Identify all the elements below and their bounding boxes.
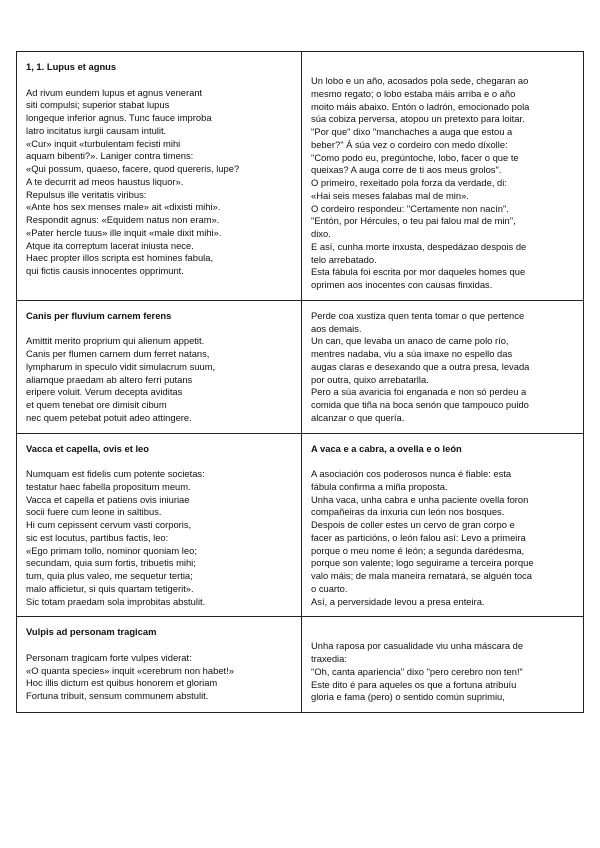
text-line: Respondit agnus: «Equidem natus non eram».	[26, 214, 220, 225]
text-line: mesmo regato; o lobo estaba máis arriba e o año	[311, 87, 516, 99]
text-line: porque o meu nome é león; a segunda darédesma,	[311, 544, 525, 556]
text-line: mentres nadaba, viu a súa imaxe no espello das	[311, 348, 513, 359]
text-line: "Entón, por Hércules, o teu pai falou mal de min",	[311, 215, 516, 227]
text-line: queixas? A auga corre de ti aos meus grolos".	[311, 164, 502, 176]
latin-cell	[17, 300, 302, 433]
text-line: Unha vaca, unha cabra e unha paciente ovella foron	[311, 493, 529, 505]
text-line: tum, quia plus valeo, me sequetur tertia;	[26, 570, 193, 581]
text-line: Vacca et capella et patiens ovis iniuriae	[26, 493, 190, 505]
latin-cell	[17, 52, 302, 301]
text-line: lympharum in speculo vidit simulacrum suum,	[26, 360, 216, 372]
text-line: traxedia:	[311, 653, 347, 664]
text-line: et quem tenebat ore dimisit cibum	[26, 399, 167, 410]
text-line: secundam, quia sum fortis, tribuetis mihi;	[26, 557, 196, 569]
text-line: Ad rivum eundem lupus et agnus venerant	[26, 86, 203, 98]
text-line: A asociación cos poderosos nunca é fiable: esta	[311, 468, 512, 479]
galician-cell	[302, 52, 584, 301]
text-line: «Hai seis meses falabas mal de min».	[311, 189, 469, 201]
text-line: súa cobiza perversa, atopou un pretexto para loitar.	[311, 113, 525, 125]
text-line: o cuarto.	[311, 582, 348, 594]
text-line: facer as particións, o león falou así: Levo a primeira	[311, 531, 526, 543]
text-line: socii fuere cum leone in saltibus.	[26, 506, 162, 518]
text-line: qui fictis causis innocentes opprimunt.	[26, 265, 184, 276]
galician-text	[311, 468, 575, 608]
text-line: Canis per flumen carnem dum ferret natans,	[26, 348, 210, 359]
text-line: «Ego primam tollo, nominor quoniam leo;	[26, 544, 197, 556]
text-line: Numquam est fidelis cum potente societas:	[26, 468, 205, 479]
text-line: «O quanta species» inquit «cerebrum non habet!»	[26, 664, 234, 676]
text-line: dixo.	[311, 228, 331, 239]
text-line: gloria e fama (pero) o sentido común suprimiu,	[311, 691, 505, 703]
text-line: Atque ita correptum lacerat iniusta nece.	[26, 239, 194, 251]
text-line: Repulsus ille veritatis viribus:	[26, 188, 147, 200]
latin-cell	[17, 617, 302, 713]
text-line: Un can, que levaba un anaco de carne polo río,	[311, 335, 509, 347]
text-line: Haec propter illos scripta est homines fabula,	[26, 252, 214, 264]
text-line: Perde coa xustiza quen tenta tomar o que pertence	[311, 309, 525, 321]
fables-table	[16, 51, 584, 713]
text-line: «Cur» inquit «turbulentam fecisti mihi	[26, 137, 181, 149]
text-line: aos demais.	[311, 322, 362, 334]
latin-text	[26, 335, 293, 424]
text-line: alcanzar o que quería.	[311, 411, 405, 423]
latin-text	[26, 468, 293, 608]
text-line: Fortuna tribuit, sensum communem abstulit.	[26, 690, 209, 701]
text-line: eripere voluit. Verum decepta aviditas	[26, 386, 183, 398]
latin-title: Vulpis ad personam tragicam	[26, 626, 157, 638]
text-line: O cordeiro respondeu: "Certamente non nacín".	[311, 202, 509, 214]
text-line: «Ante hos sex menses male» ait «dixisti mihi».	[26, 201, 221, 213]
text-line: por outra, quixo arrebatarlla.	[311, 373, 429, 385]
galician-cell	[302, 617, 584, 713]
text-line: beber?" Á súa vez o cordeiro con medo díxolle:	[311, 138, 508, 150]
text-line: E así, cunha morte inxusta, despedázao despois de	[311, 240, 527, 252]
text-line: comida que tiña na boca senón que tampouco puido	[311, 399, 529, 410]
galician-cell	[302, 433, 584, 617]
text-line: Despois de coller estes un cervo de gran corpo e	[311, 519, 515, 530]
text-line: "Como podo eu, pregúntoche, lobo, facer o que te	[311, 151, 519, 163]
text-line: Así, a perversidade levou a presa enteira.	[311, 595, 485, 607]
latin-text	[26, 652, 293, 703]
galician-text	[311, 75, 575, 292]
galician-title: A vaca e a cabra, a ovella e o león	[311, 442, 462, 454]
text-line: Sic totam praedam sola improbitas abstulit.	[26, 595, 206, 607]
text-line: compañeiras da inxuria cun león nos bosques.	[311, 506, 505, 518]
text-line: Esta fábula foi escrita por mor daqueles homes que	[311, 266, 526, 278]
latin-text	[26, 87, 293, 278]
text-line: Unha raposa por casualidade viu unha máscara de	[311, 640, 524, 652]
fable-row	[17, 300, 584, 433]
text-line: Un lobo e un año, acosados pola sede, chegaran ao	[311, 75, 529, 86]
fable-row	[17, 52, 584, 301]
text-line: telo arrebatado.	[311, 253, 377, 265]
text-line: augas claras e desexando que a outra presa, levada	[311, 360, 530, 372]
text-line: "Oh, canta apariencia" dixo "pero cerebro non ten!"	[311, 665, 523, 677]
text-line: siti compulsi; superior stabat lupus	[26, 99, 170, 111]
text-line: Pero a súa avaricia foi enganada e non só perdeu a	[311, 386, 527, 398]
text-line: fábula confirma a miña proposta.	[311, 480, 448, 492]
latin-cell	[17, 433, 302, 617]
text-line: testatur haec fabella propositum meum.	[26, 480, 191, 492]
fable-row	[17, 433, 584, 617]
text-line: Hi cum cepissent cervum vasti corporis,	[26, 519, 192, 530]
latin-title: Canis per fluvium carnem ferens	[26, 309, 172, 321]
text-line: «Qui possum, quaeso, facere, quod quereris, lupe?	[26, 163, 240, 174]
text-line: «Pater hercle tuus» ille inquit «male dixit mihi».	[26, 226, 222, 238]
text-line: latro incitatus iurgii causam intulit.	[26, 124, 167, 136]
latin-title: Vacca et capella, ovis et leo	[26, 442, 149, 454]
text-line: aquam bibenti?». Laniger contra timens:	[26, 150, 194, 162]
text-line: Hoc illis dictum est quibus honorem et gloriam	[26, 677, 218, 689]
text-line: A te decurrit ad meos haustus liquor».	[26, 175, 184, 187]
text-line: valo máis; de mala maneira rematará, se alguén toca	[311, 570, 532, 581]
text-line: nec quem petebat potuit adeo attingere.	[26, 411, 192, 423]
text-line: "Por que" dixo "manchaches a auga que estou a	[311, 126, 513, 137]
text-line: Personam tragicam forte vulpes viderat:	[26, 651, 192, 663]
text-line: malo afficietur, si quis quartam tetigerit».	[26, 582, 194, 594]
text-line: porque son valente; logo seguirame a terceira porque	[311, 557, 534, 569]
text-line: O primeiro, rexeitado pola forza da verdade, di:	[311, 177, 507, 188]
text-line: Este dito é para aqueles os que a fortuna atribuíu	[311, 678, 517, 690]
text-line: aliamque praedam ab altero ferri putans	[26, 373, 193, 385]
latin-title: 1, 1. Lupus et agnus	[26, 61, 117, 72]
galician-cell	[302, 300, 584, 433]
fable-row	[17, 617, 584, 713]
text-line: sic est locutus, partibus factis, leo:	[26, 531, 169, 543]
galician-text	[311, 640, 575, 704]
text-line: Amittit merito proprium qui alienum appetit.	[26, 335, 205, 347]
text-line: moito máis abaixo. Entón o ladrón, emocionado pola	[311, 100, 530, 112]
text-line: longeque inferior agnus. Tunc fauce improba	[26, 112, 212, 123]
galician-text	[311, 310, 575, 425]
text-line: oprimen aos inocentes con causas finxidas.	[311, 279, 493, 290]
